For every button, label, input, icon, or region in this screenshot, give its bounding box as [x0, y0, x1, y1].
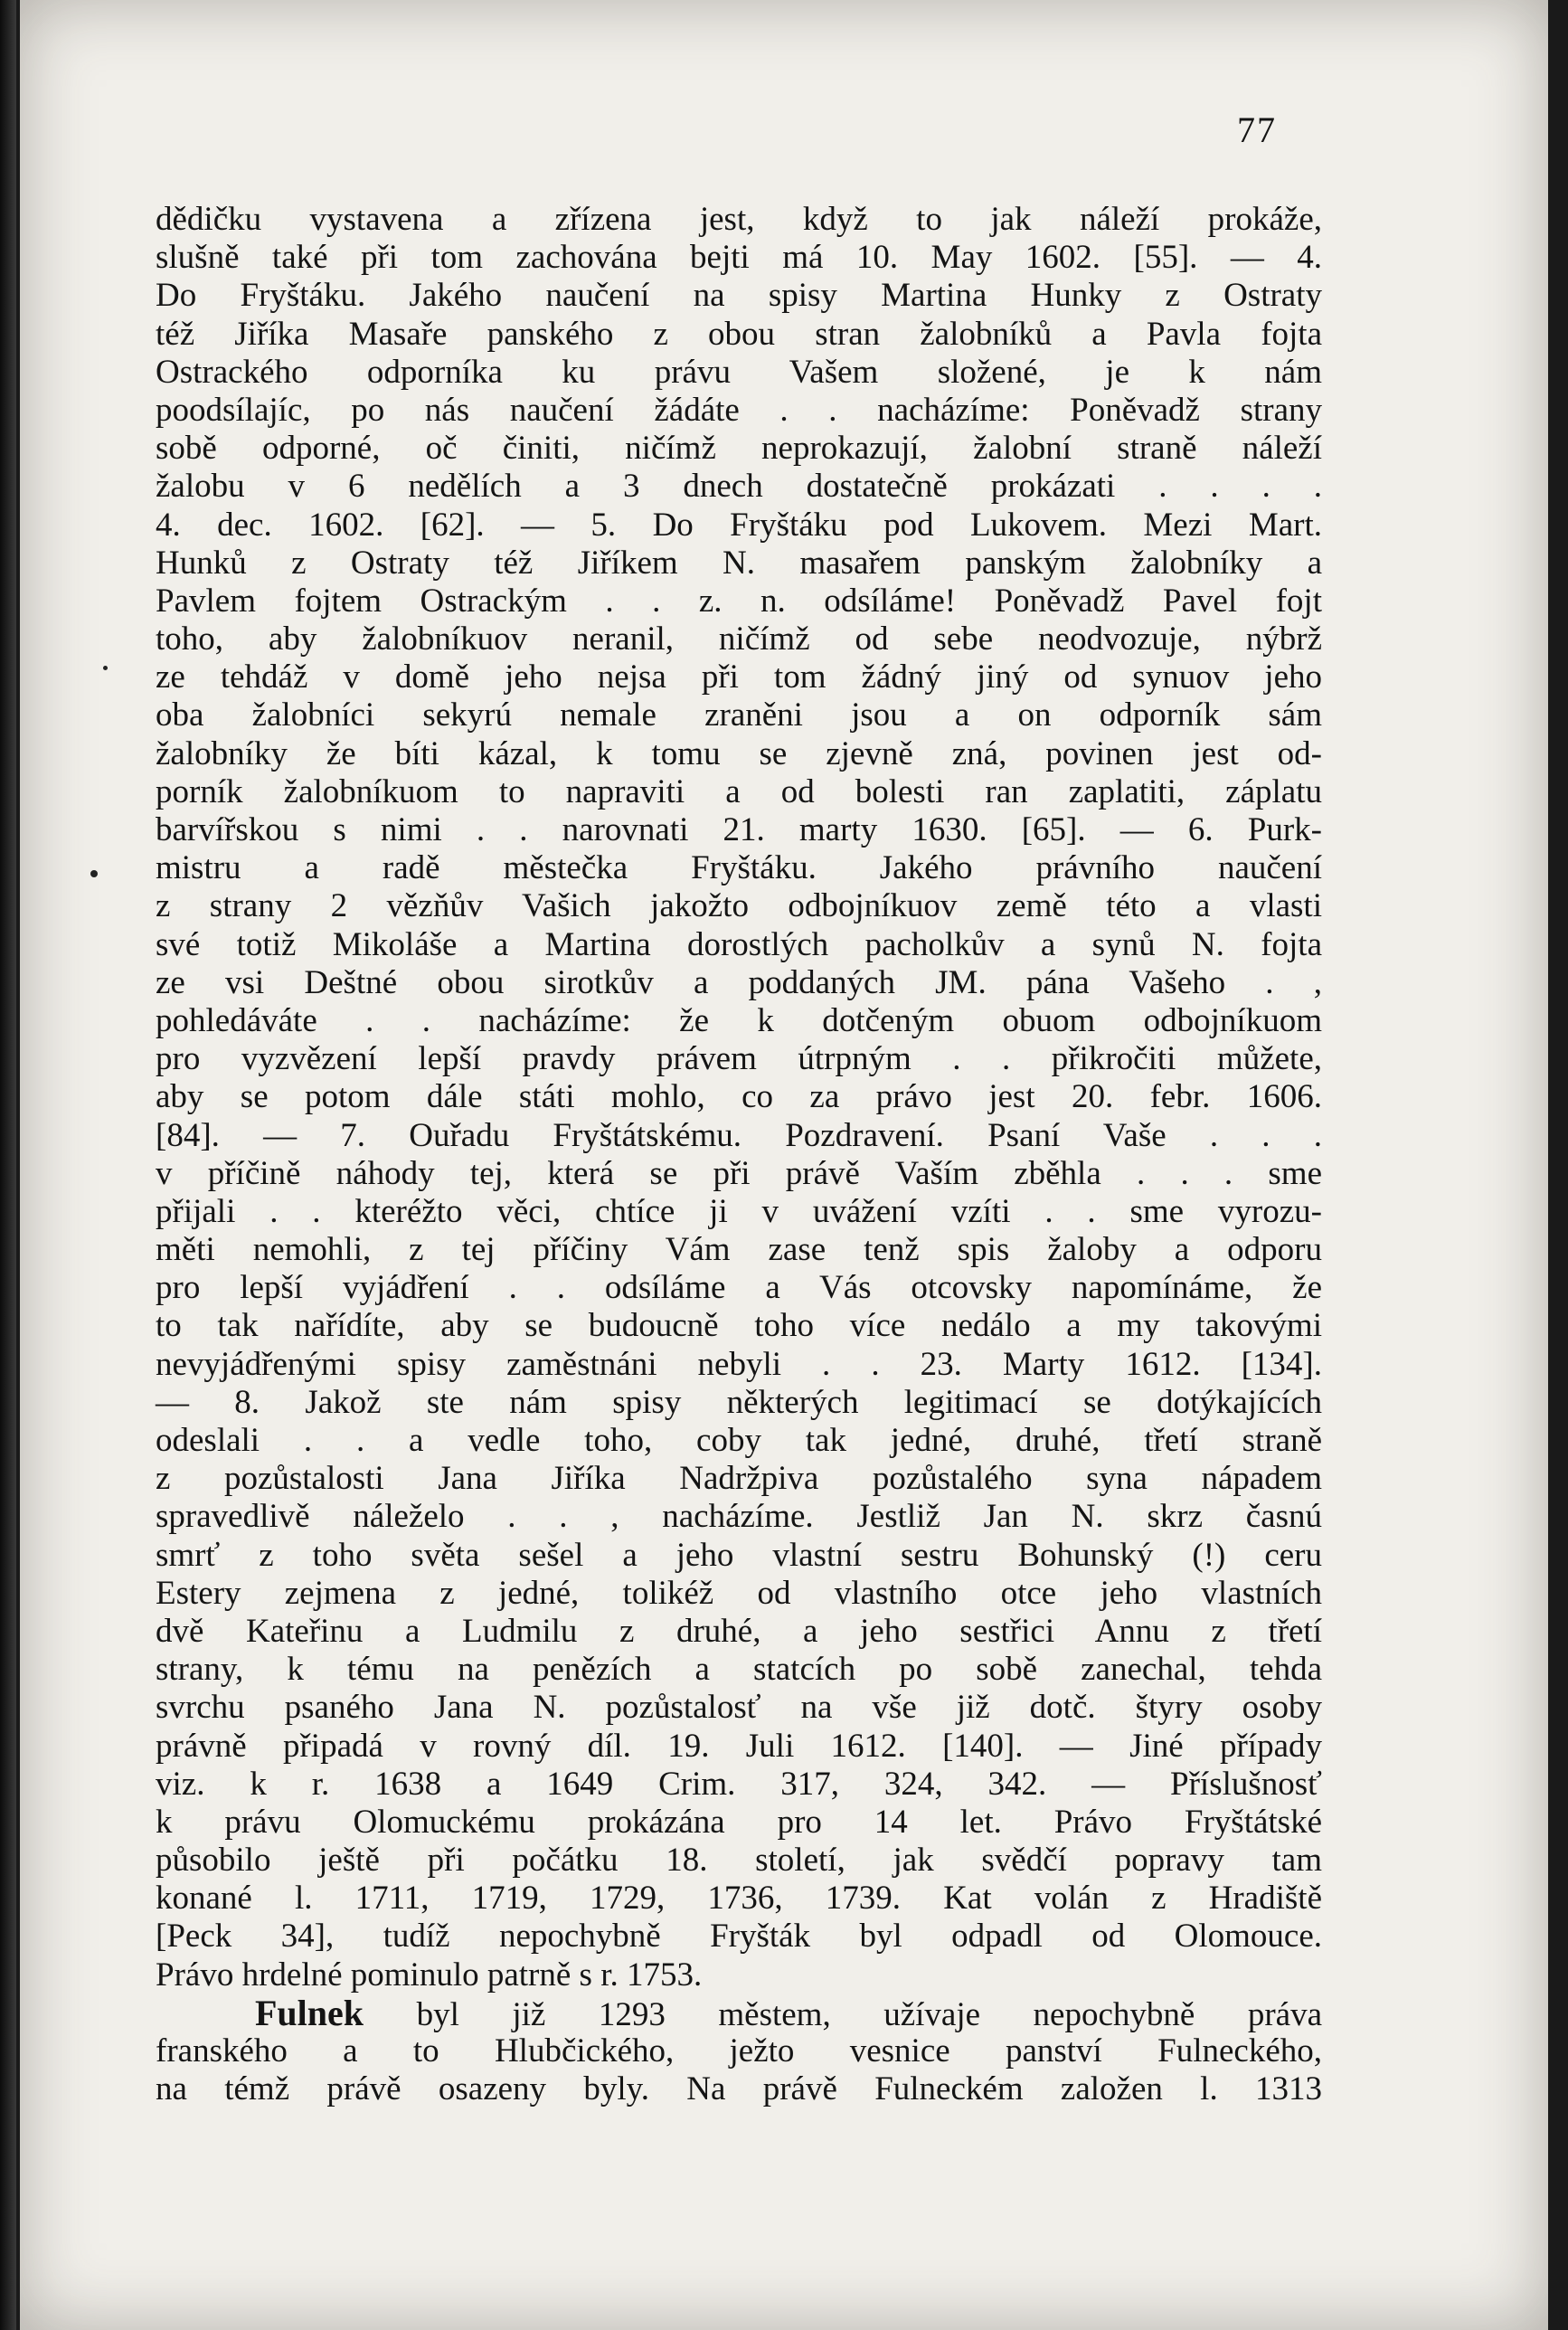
text-line: to tak nařídíte, aby se budoucně toho více nedálo a my takovými	[156, 1307, 1322, 1345]
text-line: porník žalobníkuom to napraviti a od bolesti ran zaplatiti, záplatu	[156, 772, 1322, 810]
text-line: v příčině náhody tej, která se při právě Vaším zběhla . . . sme	[156, 1154, 1322, 1192]
text-line: ze tehdáž v domě jeho nejsa při tom žádný jiný od synuov jeho	[156, 658, 1322, 696]
section-heading-word: Fulnek	[255, 1992, 364, 2033]
text-line: sobě odporné, oč činiti, ničímž neprokazují, žalobní straně náleží	[156, 430, 1322, 468]
text-line: pro vyzvězení lepší pravdy právem útrpným . . přikročiti můžete,	[156, 1040, 1322, 1078]
text-line: Ostrackého odporníka ku právu Vašem složené, je k nám	[156, 353, 1322, 391]
text-line: smrť z toho světa sešel a jeho vlastní sestru Bohunský (!) ceru	[156, 1536, 1322, 1574]
text-line: k právu Olomuckému prokázána pro 14 let. Právo Fryštátské	[156, 1803, 1322, 1841]
text-line: žalobníky že bíti kázal, k tomu se zjevně zná, povinen jest od-	[156, 734, 1322, 772]
text-line: z pozůstalosti Jana Jiříka Nadržpiva pozůstalého syna nápadem	[156, 1460, 1322, 1498]
text-line: též Jiříka Masaře panského z obou stran žalobníků a Pavla fojta	[156, 315, 1322, 353]
paragraph-1	[156, 201, 1322, 1994]
text-line: Estery zejmena z jedné, tolikéž od vlastního otce jeho vlastních	[156, 1574, 1322, 1612]
text-line: strany, k tému na penězích a statcích po sobě zanechal, tehda	[156, 1651, 1322, 1689]
text-line: viz. k r. 1638 a 1649 Crim. 317, 324, 342. — Příslušnosť	[156, 1765, 1322, 1803]
text-line: poodsílajíc, po nás naučení žádáte . . nacházíme: Poněvadž strany	[156, 391, 1322, 429]
text-line: konané l. 1711, 1719, 1729, 1736, 1739. Kat volán z Hradiště	[156, 1880, 1322, 1918]
text-line: nevyjádřenými spisy zaměstnáni nebyli . . 23. Marty 1612. [134].	[156, 1345, 1322, 1383]
text-line: [Peck 34], tudíž nepochybně Fryšták byl odpadl od Olomouce.	[156, 1918, 1322, 1956]
text-line: pohledáváte . . nacházíme: že k dotčeným obuom odbojníkuom	[156, 1001, 1322, 1039]
text-line: měti nemohli, z tej příčiny Vám zase tenž spis žaloby a odporu	[156, 1231, 1322, 1269]
margin-mark	[103, 666, 108, 670]
text-line: — 8. Jakož ste nám spisy některých legitimací se dotýkajících	[156, 1383, 1322, 1421]
text-line: spravedlivě náleželo . . , nacházíme. Jestliž Jan N. skrz časnú	[156, 1498, 1322, 1536]
text-line: slušně také při tom zachována bejti má 10. May 1602. [55]. — 4.	[156, 239, 1322, 277]
book-binding-shadow	[0, 0, 16, 2330]
text-line: barvířskou s nimi . . narovnati 21. marty 1630. [65]. — 6. Purk-	[156, 811, 1322, 848]
paragraph-2	[156, 1994, 1322, 2109]
text-line: toho, aby žalobníkuov neranil, ničímž od sebe neodvozuje, nýbrž	[156, 620, 1322, 658]
text-line: dvě Kateřinu a Ludmilu z druhé, a jeho sestřici Annu z třetí	[156, 1612, 1322, 1650]
page-number: 77	[1237, 109, 1277, 150]
text-line: ze vsi Deštné obou sirotkův a poddaných JM. pána Vašeho . ,	[156, 963, 1322, 1001]
text-line: aby se potom dále státi mohlo, co za právo jest 20. febr. 1606.	[156, 1078, 1322, 1116]
text-line: Pavlem fojtem Ostrackým . . z. n. odsíláme! Poněvadž Pavel fojt	[156, 582, 1322, 620]
text-line: z strany 2 vězňův Vašich jakožto odbojníkuov země této a vlasti	[156, 887, 1322, 925]
text-line: [84]. — 7. Ouřadu Fryštátskému. Pozdravení. Psaní Vaše . . .	[156, 1116, 1322, 1154]
text-line: právně připadá v rovný díl. 19. Juli 1612. [140]. — Jiné případy	[156, 1727, 1322, 1765]
text-line: odeslali . . a vedle toho, coby tak jedné, druhé, třetí straně	[156, 1422, 1322, 1459]
text-line: své totiž Mikoláše a Martina dorostlých pacholkův a synů N. fojta	[156, 925, 1322, 963]
paragraph-first-line	[156, 1994, 1322, 2032]
margin-mark	[90, 870, 98, 877]
text-line-rest: byl již 1293 městem, užívaje nepochybně práva	[416, 1995, 1322, 2033]
text-line: franského a to Hlubčického, ježto vesnice panství Fulneckého,	[156, 2032, 1322, 2070]
text-line: Do Fryštáku. Jakého naučení na spisy Martina Hunky z Ostraty	[156, 277, 1322, 315]
text-line: svrchu psaného Jana N. pozůstalosť na vše již dotč. štyry osoby	[156, 1689, 1322, 1727]
page-body-text	[156, 201, 1322, 2108]
text-line: Právo hrdelné pominulo patrně s r. 1753.	[156, 1956, 703, 1994]
text-line: pro lepší vyjádření . . odsíláme a Vás otcovsky napomínáme, že	[156, 1269, 1322, 1307]
text-line: dědičku vystavena a zřízena jest, když to jak náleží prokáže,	[156, 201, 1322, 238]
text-line: mistru a radě městečka Fryštáku. Jakého právního naučení	[156, 849, 1322, 887]
text-line: Hunků z Ostraty též Jiříkem N. masařem panským žalobníky a	[156, 544, 1322, 582]
text-line: na témž právě osazeny byly. Na právě Fulneckém založen l. 1313	[156, 2070, 1322, 2108]
text-line: působilo ještě při počátku 18. století, jak svědčí popravy tam	[156, 1842, 1322, 1880]
book-page	[20, 0, 1548, 2330]
text-line: žalobu v 6 nedělích a 3 dnech dostatečně prokázati . . . .	[156, 468, 1322, 506]
text-line: přijali . . kteréžto věci, chtíce ji v uvážení vzíti . . sme vyrozu-	[156, 1192, 1322, 1230]
text-line: 4. dec. 1602. [62]. — 5. Do Fryštáku pod Lukovem. Mezi Mart.	[156, 506, 1322, 544]
text-line: oba žalobníci sekyrú nemale zraněni jsou a on odporník sám	[156, 696, 1322, 734]
